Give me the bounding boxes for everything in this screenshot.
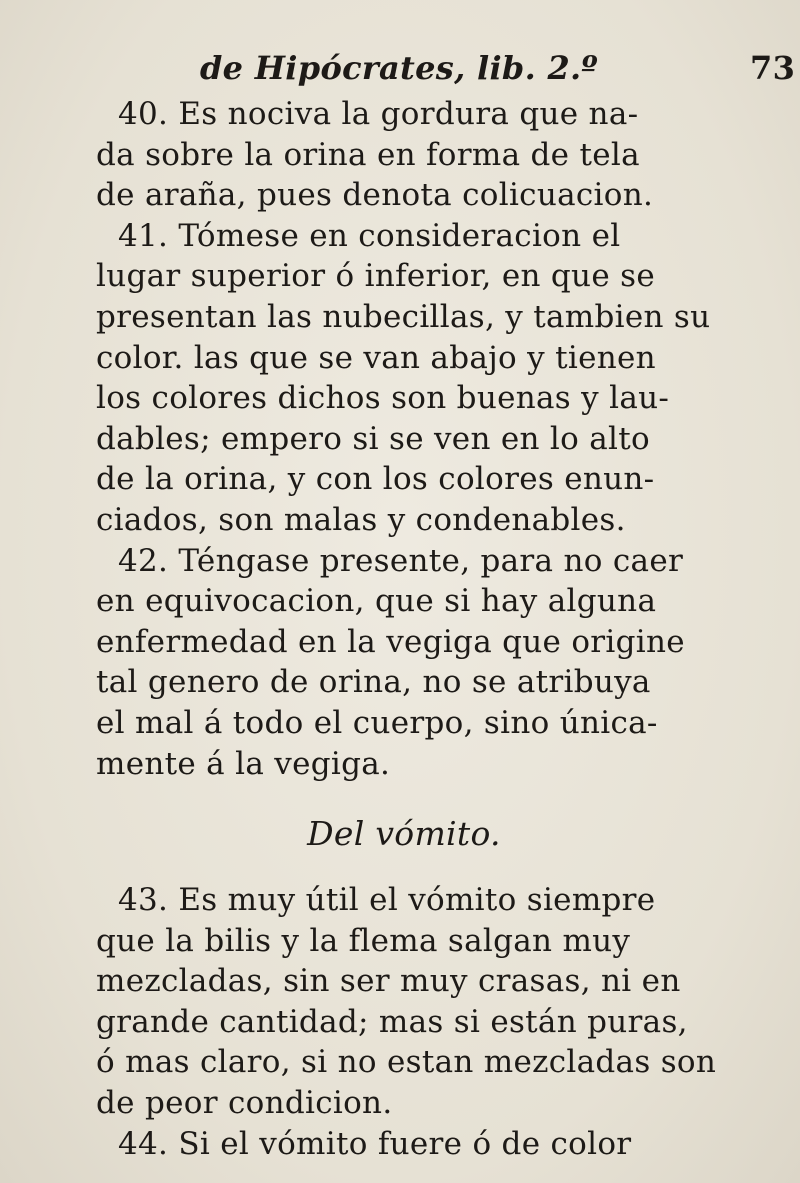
text-line: mente á la vegiga.	[96, 745, 391, 782]
text-line: 40. Es nociva la gordura que na-	[118, 96, 639, 132]
text-line: ciados, son malas y condenables.	[96, 501, 626, 538]
paragraph-40	[96, 94, 796, 216]
text-line: los colores dichos son buenas y lau-	[96, 380, 670, 417]
page-text	[96, 42, 796, 1164]
text-line: en equivocacion, que si hay alguna	[96, 583, 657, 620]
text-line: 41. Tómese en consideracion el	[118, 217, 621, 254]
running-head	[96, 42, 796, 94]
page-number: 73	[750, 49, 796, 87]
text-line: presentan las nubecillas, y tambien su	[96, 298, 711, 335]
text-line: de peor condicion.	[96, 1085, 393, 1122]
text-line: de la orina, y con los colores enun-	[96, 461, 655, 498]
text-line: tal genero de orina, no se atribuya	[96, 664, 651, 701]
paragraph-43	[96, 880, 796, 1124]
text-line: de araña, pues denota colicuacion.	[96, 177, 654, 214]
text-line: lugar superior ó inferior, en que se	[96, 258, 655, 295]
section-title: Del vómito.	[307, 814, 501, 854]
text-line: color. las que se van abajo y tienen	[96, 339, 656, 376]
paragraph-41	[96, 216, 796, 541]
text-line: da sobre la orina en forma de tela	[96, 136, 640, 173]
paragraph-44	[96, 1124, 796, 1165]
text-line: mezcladas, sin ser muy crasas, ni en	[96, 963, 681, 1000]
text-line: 42. Téngase presente, para no caer	[118, 542, 684, 579]
text-line: enfermedad en la vegiga que origine	[96, 623, 685, 660]
text-line: el mal á todo el cuerpo, sino única-	[96, 704, 658, 741]
paragraph-42	[96, 541, 796, 785]
spacer	[96, 862, 796, 880]
text-line: ó mas claro, si no estan mezcladas son	[96, 1044, 717, 1081]
text-line: que la bilis y la flema salgan muy	[96, 922, 631, 959]
spacer	[96, 784, 796, 806]
running-head-title: de Hipócrates, lib. 2.º	[200, 49, 598, 87]
text-line: 44. Si el vómito fuere ó de color	[118, 1125, 632, 1162]
text-line: dables; empero si se ven en lo alto	[96, 420, 650, 457]
text-line: grande cantidad; mas si están puras,	[96, 1003, 688, 1040]
text-line: 43. Es muy útil el vómito siempre	[118, 882, 656, 919]
